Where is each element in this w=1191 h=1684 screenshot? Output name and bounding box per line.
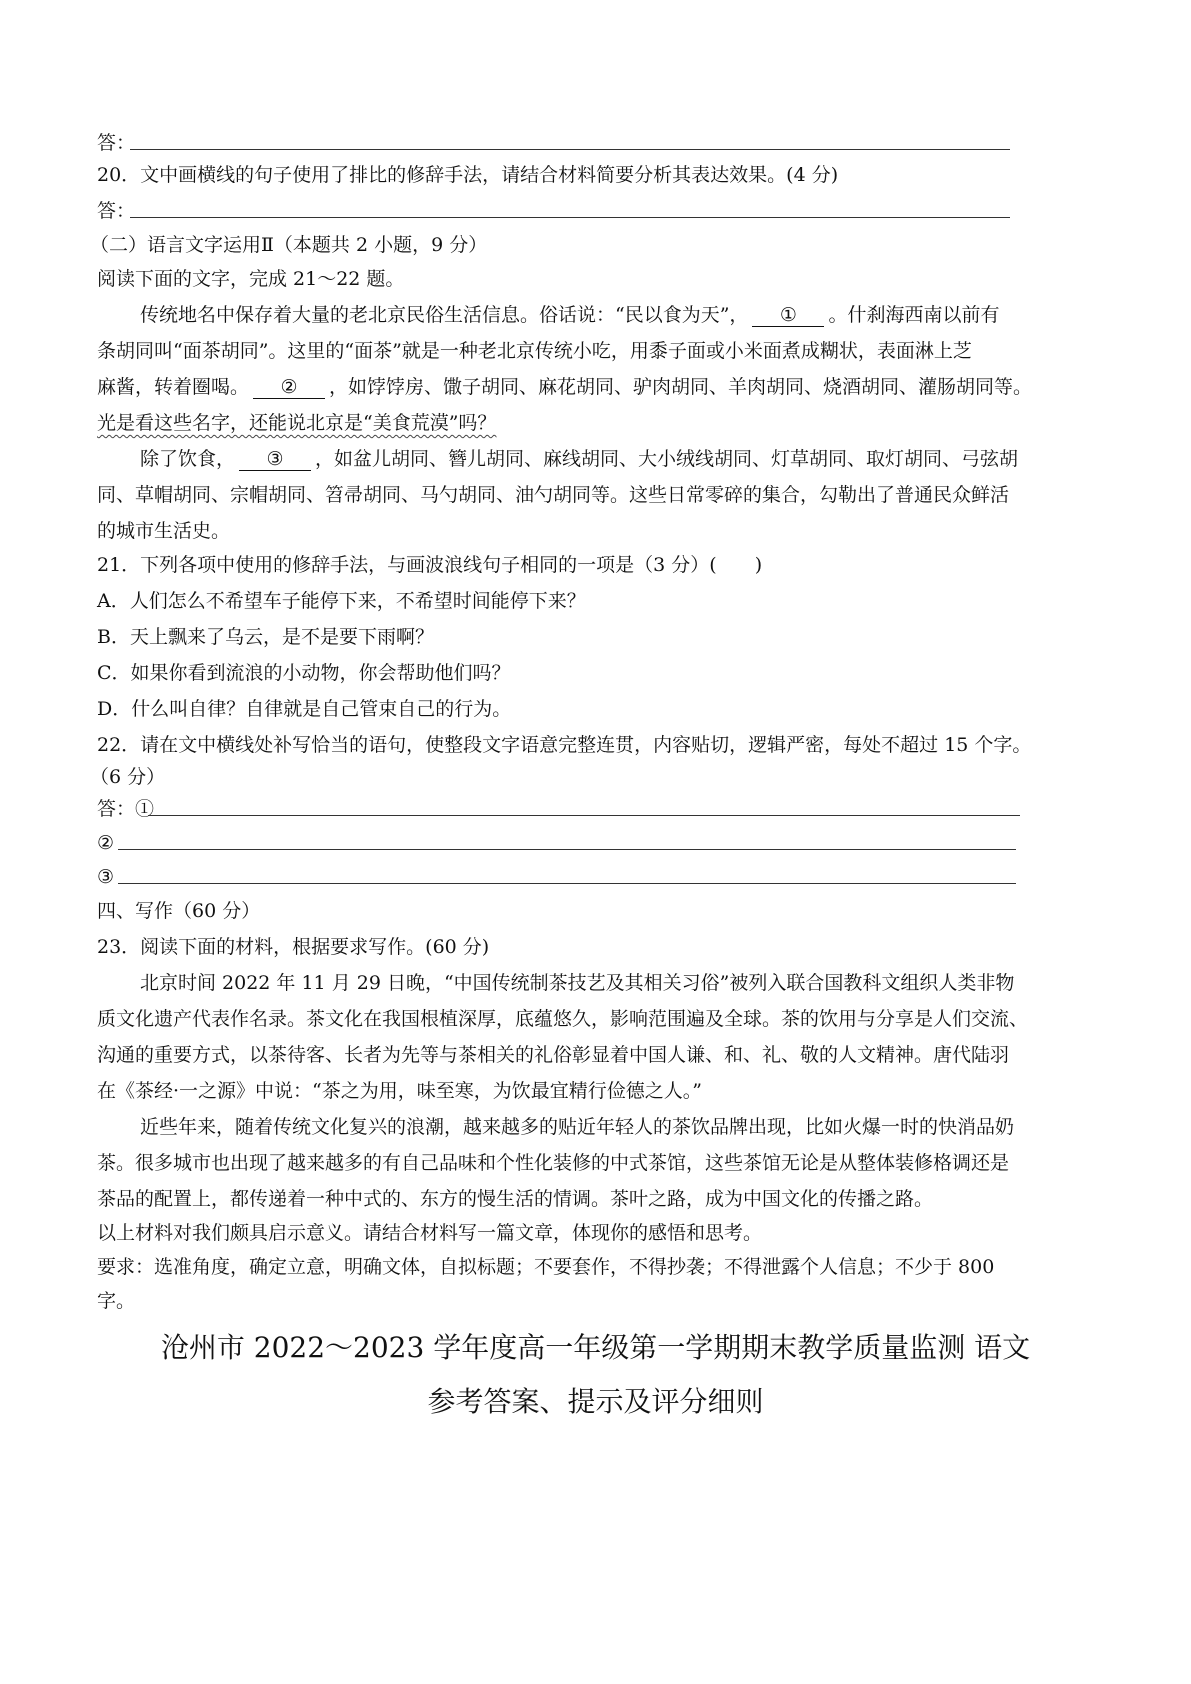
answer-subtitle: 参考答案、提示及评分细则 bbox=[427, 1385, 764, 1418]
q22-question: 22．请在文中横线处补写恰当的语句，使整段文字语意完整连贯，内容贴切，逻辑严密，每处不超过 15 个字。 bbox=[97, 734, 1032, 756]
answer-title: 沧州市 2022～2023 学年度高一年级第一学期期末教学质量监测 语文 bbox=[160, 1331, 1031, 1364]
q21-option-d: D．什么叫自律？自律就是自己管束自己的行为。 bbox=[97, 698, 512, 720]
q21-option-c: C．如果你看到流浪的小动物，你会帮助他们吗？ bbox=[97, 662, 511, 684]
q23-question: 23．阅读下面的材料，根据要求写作。(60 分) bbox=[97, 936, 490, 958]
material-line: 近些年来，随着传统文化复兴的浪潮，越来越多的贴近年轻人的茶饮品牌出现，比如火爆一时的快消品奶 bbox=[140, 1116, 1015, 1138]
material-line: 沟通的重要方式，以茶待客、长者为先等与茶相关的礼俗彰显着中国人谦、和、礼、敬的人文精神。唐代陆羽 bbox=[97, 1044, 1010, 1066]
writing-requirements: 要求：选准角度，确定立意，明确文体，自拟标题；不要套作，不得抄袭；不得泄露个人信息；不少于 800 bbox=[97, 1256, 995, 1278]
blank-3: ③ bbox=[239, 448, 311, 471]
q20-answer-label: 答： bbox=[97, 200, 136, 222]
q22-answer-line-3 bbox=[118, 883, 1016, 884]
writing-requirements: 字。 bbox=[97, 1290, 136, 1312]
writing-heading: 四、写作（60 分） bbox=[97, 900, 261, 922]
q21-question: 21．下列各项中使用的修辞手法，与画波浪线句子相同的一项是（3 分）( ) bbox=[97, 554, 763, 576]
material-line: 茶。很多城市也出现了越来越多的有自己品味和个性化装修的中式茶馆，这些茶馆无论是从整体装修格调还是 bbox=[97, 1152, 1010, 1174]
q22-mark-3: ③ bbox=[97, 866, 115, 888]
section-heading: （二）语言文字运用Ⅱ（本题共 2 小题，9 分） bbox=[90, 234, 488, 256]
q22-answer-label: 答：① bbox=[97, 798, 155, 820]
q21-option-b: B．天上飘来了乌云，是不是要下雨啊？ bbox=[97, 626, 434, 648]
passage-line: 的城市生活史。 bbox=[97, 520, 231, 542]
material-line: 在《茶经·一之源》中说：“茶之为用，味至寒，为饮最宜精行俭德之人。” bbox=[97, 1080, 702, 1102]
blank-1: ① bbox=[752, 304, 824, 327]
material-line: 茶品的配置上，都传递着一种中式的、东方的慢生活的情调。茶叶之路，成为中国文化的传播之路。 bbox=[97, 1188, 934, 1210]
q20-answer-line bbox=[130, 217, 1010, 218]
q22-score: （6 分） bbox=[90, 766, 166, 788]
section-instruction: 阅读下面的文字，完成 21～22 题。 bbox=[97, 268, 405, 290]
material-line: 质文化遗产代表作名录。茶文化在我国根植深厚，底蕴悠久，影响范围遍及全球。茶的饮用与分享是人们交流、 bbox=[97, 1008, 1029, 1030]
q22-answer-line-1 bbox=[148, 815, 1020, 816]
blank-2: ② bbox=[253, 376, 325, 399]
q21-option-a: A．人们怎么不希望车子能停下来，不希望时间能停下来？ bbox=[97, 590, 586, 612]
passage-line: 条胡同叫“面茶胡同”。这里的“面茶”就是一种老北京传统小吃，用黍子面或小米面煮成糊状，表面淋上芝 bbox=[97, 340, 972, 362]
passage-line: 麻酱，转着圈喝。 ② ，如饽饽房、馓子胡同、麻花胡同、驴肉胡同、羊肉胡同、烧酒胡同、灌肠胡同等。 bbox=[97, 376, 1033, 398]
passage-line: 传统地名中保存着大量的老北京民俗生活信息。俗话说：“民以食为天”， ① 。什刹海西南以前有 bbox=[140, 304, 1000, 326]
passage-line: 除了饮食， ③ ，如盆儿胡同、簪儿胡同、麻线胡同、大小绒线胡同、灯草胡同、取灯胡同、弓弦胡 bbox=[140, 448, 1019, 470]
q22-mark-2: ② bbox=[97, 832, 115, 854]
wavy-underlined-sentence: 光是看这些名字，还能说北京是“美食荒漠”吗？ bbox=[97, 412, 497, 434]
material-line: 北京时间 2022 年 11 月 29 日晚，“中国传统制茶技艺及其相关习俗”被列入联合国教科文组织人类非物 bbox=[140, 972, 1015, 994]
q19-answer-label: 答： bbox=[97, 132, 136, 154]
q20-question: 20．文中画横线的句子使用了排比的修辞手法，请结合材料简要分析其表达效果。(4 分) bbox=[97, 164, 839, 186]
q19-answer-line bbox=[130, 149, 1010, 150]
writing-prompt: 以上材料对我们颇具启示意义。请结合材料写一篇文章，体现你的感悟和思考。 bbox=[97, 1222, 763, 1244]
passage-line: 同、草帽胡同、宗帽胡同、笤帚胡同、马勺胡同、油勺胡同等。这些日常零碎的集合，勾勒出了普通民众鲜活 bbox=[97, 484, 1010, 506]
q22-answer-line-2 bbox=[118, 849, 1016, 850]
